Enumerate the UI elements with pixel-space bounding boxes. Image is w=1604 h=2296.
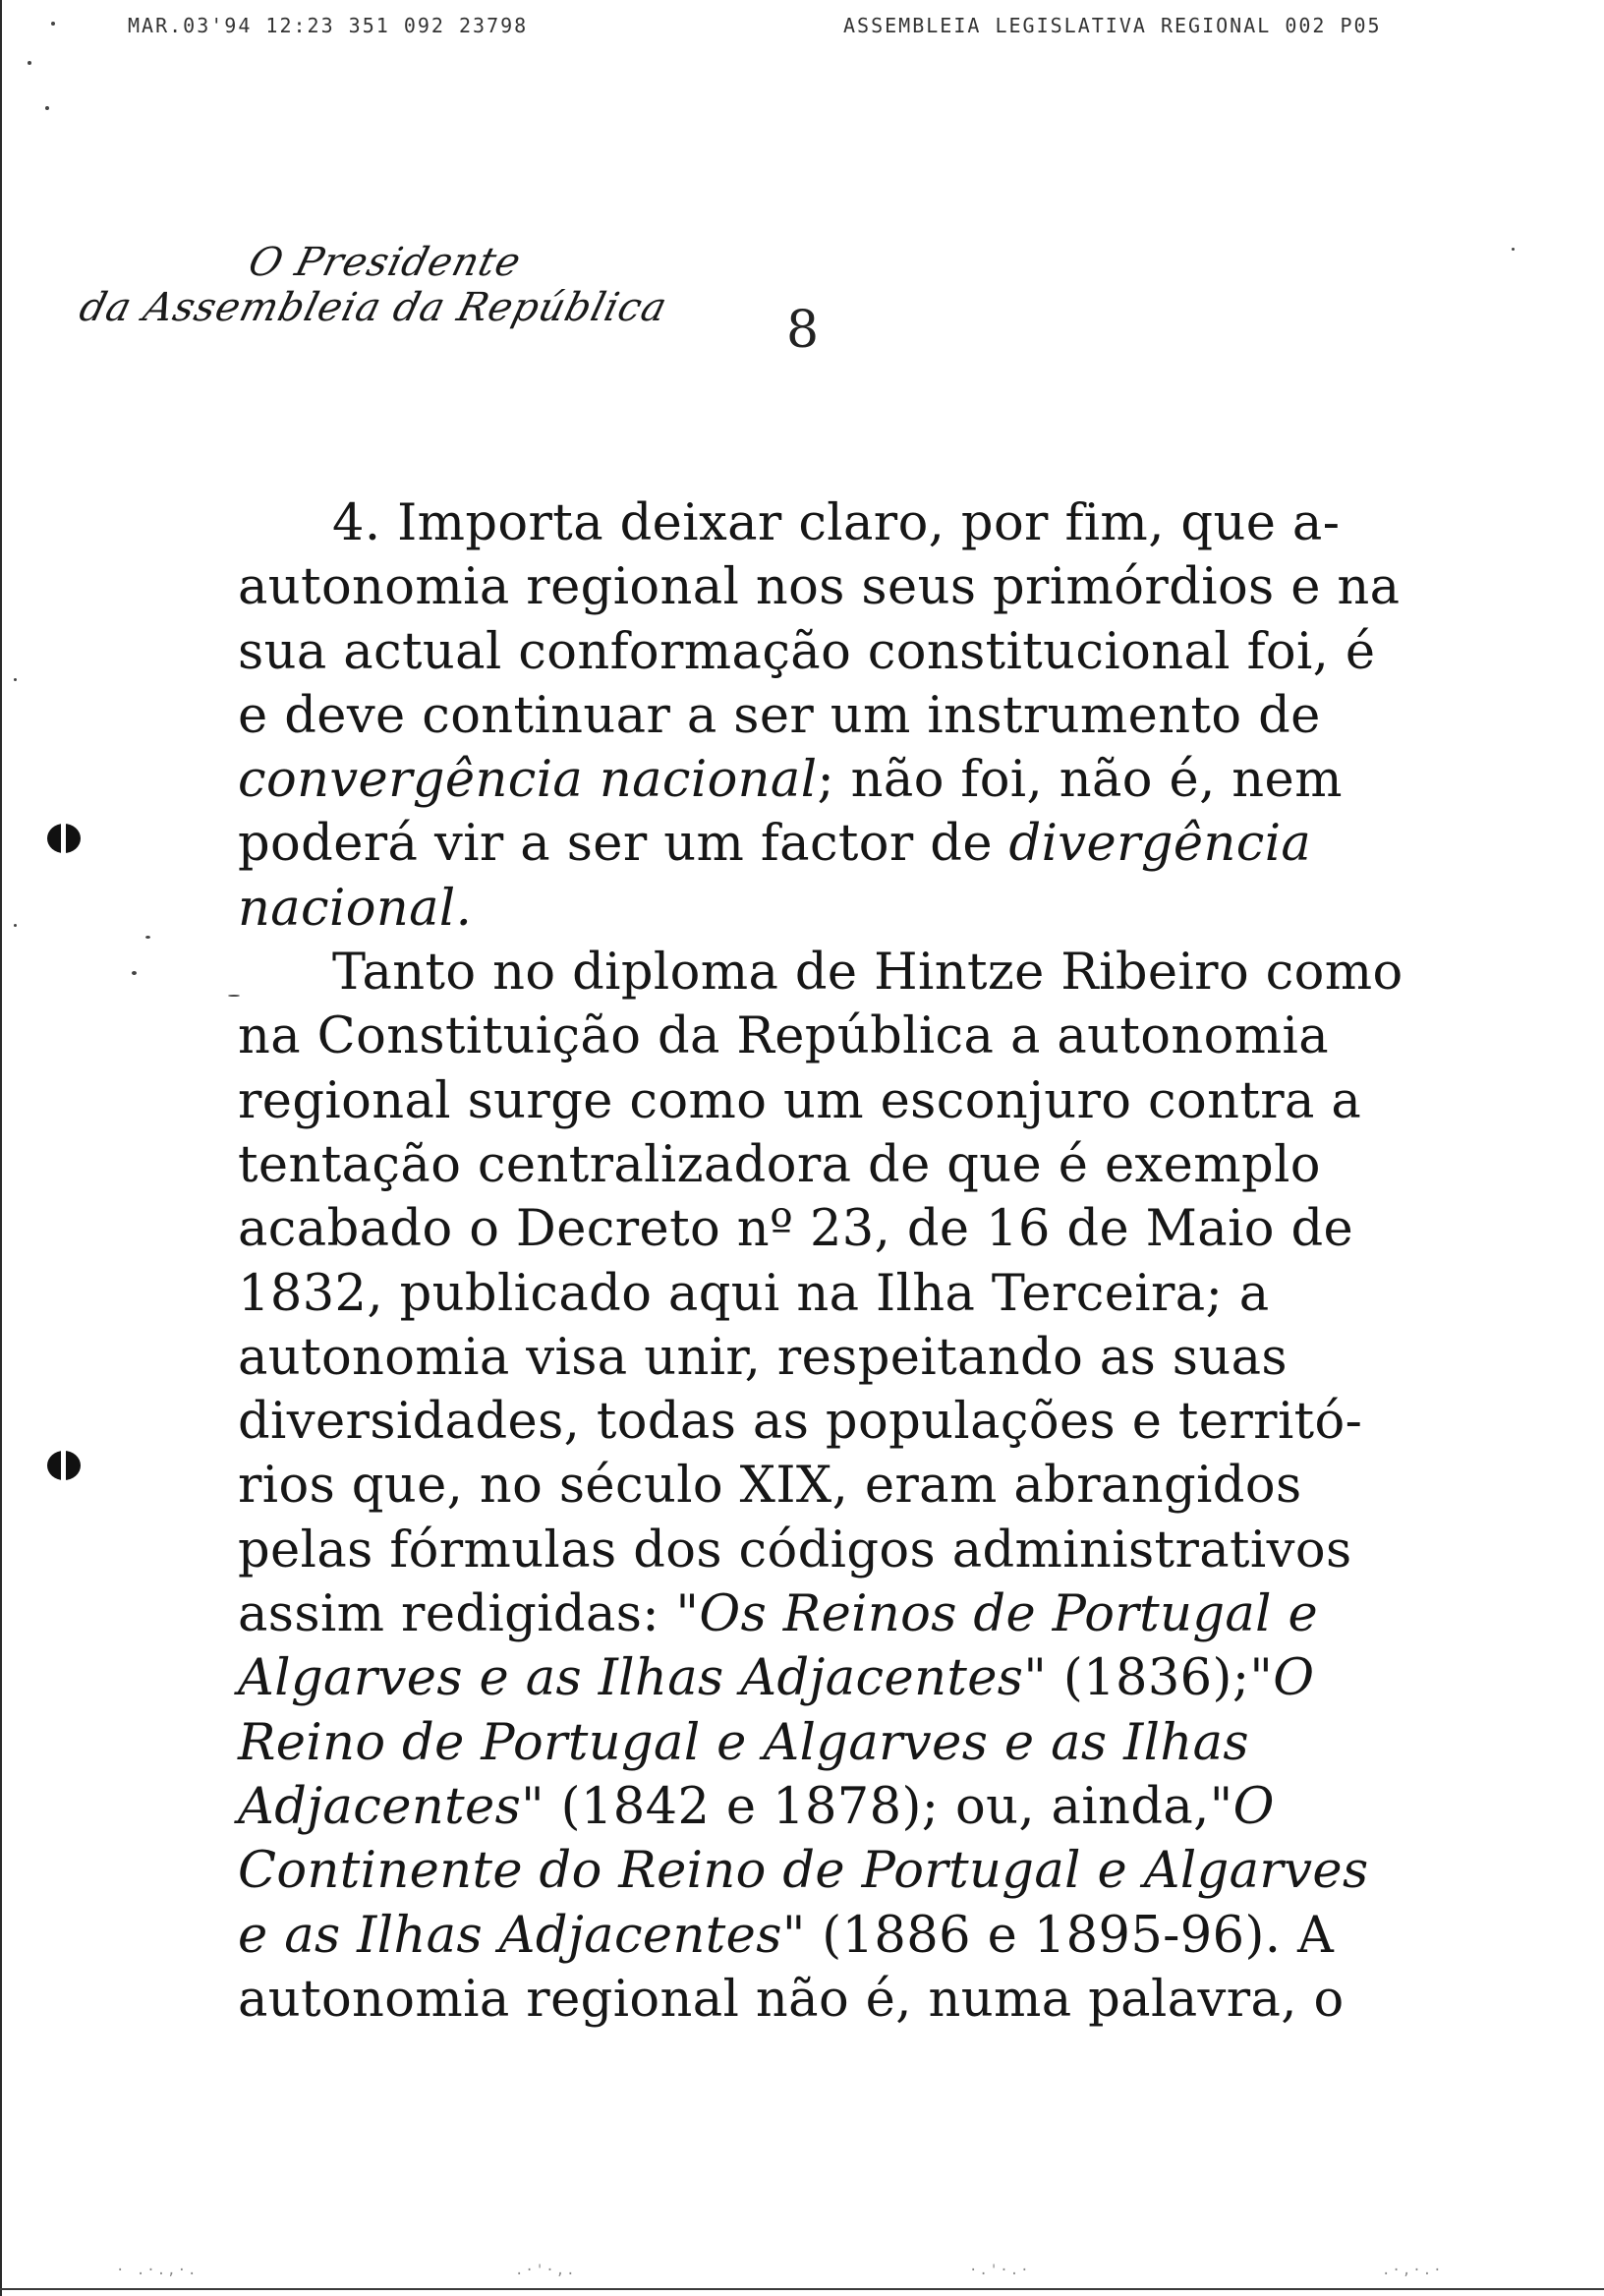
paragraph-2-line: na Constituição da República a autonomia: [238, 1007, 1330, 1066]
scan-speck: [1512, 248, 1515, 251]
paragraph-1-line: [238, 812, 1417, 876]
letterhead: [75, 240, 769, 358]
paragraph-2-line: 1832, publicado aqui na Ilha Terceira; a: [238, 1264, 1270, 1323]
paragraph-2-line: autonomia regional não é, numa palavra, o: [238, 1970, 1345, 2029]
page-edge-left: [0, 0, 2, 2296]
paragraph-2-line: diversidades, todas as populações e territó-: [238, 1393, 1363, 1452]
text-run: poderá vir a ser um factor de: [238, 815, 1009, 874]
paragraph-2-line: autonomia visa unir, respeitando as suas: [238, 1328, 1288, 1387]
paragraph-2-line: tentação centralizadora de que é exemplo: [238, 1135, 1321, 1194]
quote-title: Reino de Portugal e Algarves e as Ilhas: [238, 1713, 1249, 1772]
quote-title: Adjacentes: [238, 1777, 522, 1836]
scan-speck: [14, 678, 17, 681]
text-run: " (1886 e 1895-96). A: [781, 1906, 1335, 1965]
quote-title: e as Ilhas Adjacentes: [238, 1906, 782, 1965]
letterhead-institution: da Assembleia da República: [75, 285, 672, 330]
emphasis-divergencia: divergência: [1008, 815, 1312, 874]
fax-transmission-header: [128, 14, 1602, 45]
text-run: assim redigidas: ": [238, 1585, 700, 1644]
scan-speck: [14, 924, 17, 927]
paragraph-1-line: e deve continuar a ser um instrumento de: [238, 686, 1321, 745]
scan-speck: [28, 61, 31, 65]
paragraph-2-line: [238, 1711, 1417, 1775]
paragraph-2-line: [238, 1775, 1417, 1839]
paragraph-2-line: Tanto no diploma de Hintze Ribeiro como: [332, 944, 1404, 1003]
text-run: " (1836);": [1023, 1649, 1274, 1708]
paragraph-1-line: autonomia regional nos seus primórdios e na: [238, 558, 1401, 617]
paragraph-1-line: sua actual conformação constitucional foi, é: [238, 622, 1376, 681]
scan-speck: [51, 22, 55, 26]
text-run: " (1842 e 1878); ou, ainda,": [521, 1777, 1233, 1836]
letter-body: [238, 491, 1417, 2032]
scan-noise: · .·.,·.: [116, 2263, 199, 2278]
page-number: 8: [786, 301, 820, 360]
quote-title: O: [1273, 1649, 1315, 1708]
scan-noise: .·'·,.: [515, 2263, 577, 2278]
letterhead-title: O Presidente: [244, 240, 527, 285]
paragraph-2-line: regional surge como um esconjuro contra a: [238, 1071, 1362, 1130]
paragraph-2-line: rios que, no século XIX, eram abrangidos: [238, 1457, 1302, 1516]
punch-hole-icon: [47, 1451, 81, 1480]
paragraph-2-line: acabado o Decreto nº 23, de 16 de Maio de: [238, 1200, 1354, 1259]
paragraph-1-line: 4. Importa deixar claro, por fim, que a-: [332, 494, 1341, 552]
paragraph-1-line: [238, 877, 1417, 941]
quote-title: O: [1232, 1777, 1275, 1836]
paragraph-2-line: [238, 1839, 1417, 1903]
scan-noise: .·,·.·: [1382, 2263, 1444, 2278]
paragraph-1-line: [238, 748, 1417, 812]
quote-title: Algarves e as Ilhas Adjacentes: [238, 1649, 1024, 1708]
scan-noise: ·.'·.·: [969, 2263, 1031, 2278]
page-edge-bottom: [0, 2288, 1604, 2290]
emphasis-nacional: nacional.: [238, 879, 473, 938]
fax-header-right: ASSEMBLEIA LEGISLATIVA REGIONAL 002 P05: [843, 14, 1382, 37]
punch-hole-icon: [47, 824, 81, 853]
scan-speck: [45, 106, 49, 110]
scan-speck: [132, 971, 137, 975]
paragraph-2-line: [238, 1904, 1417, 1968]
fax-header-left: MAR.03'94 12:23 351 092 23798: [128, 14, 529, 37]
text-run: ; não foi, não é, nem: [817, 751, 1343, 810]
paragraph-2-line: [238, 1646, 1417, 1710]
paragraph-2-line: [238, 1582, 1417, 1646]
quote-title: Os Reinos de Portugal e: [699, 1585, 1319, 1644]
emphasis-convergencia: convergência nacional: [238, 751, 818, 810]
scan-speck: [145, 936, 150, 939]
quote-title: Continente do Reino de Portugal e Algarves: [238, 1842, 1369, 1901]
paragraph-2-line: pelas fórmulas dos códigos administrativos: [238, 1521, 1352, 1579]
